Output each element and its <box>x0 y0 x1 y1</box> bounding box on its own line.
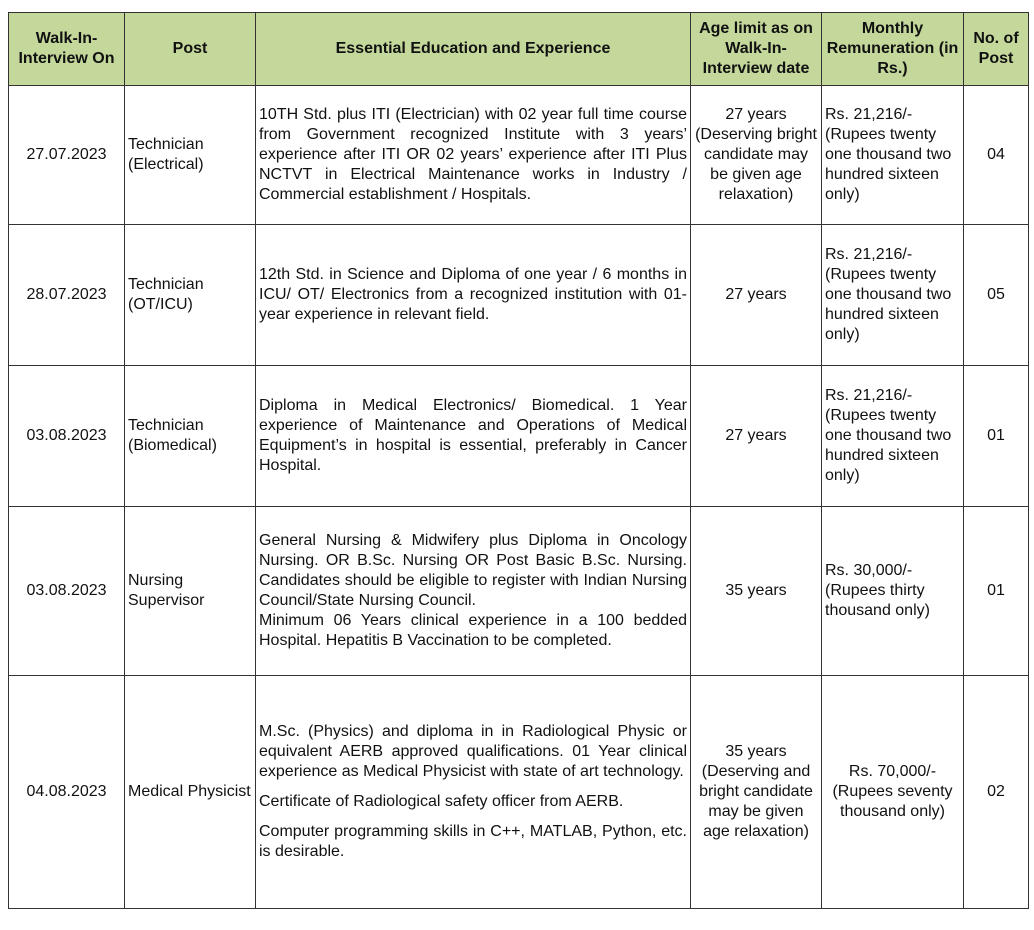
education-text: M.Sc. (Physics) and diploma in in Radiological Physic or equivalent AERB approved qualifications. 01 Year clinical experience as Medical Physicist with state of art technology. <box>259 723 687 780</box>
remuneration: Rs. 21,216/- (Rupees twenty one thousand two hundred sixteen only) <box>822 225 964 366</box>
education-text: Diploma in Medical Electronics/ Biomedical. 1 Year experience of Maintenance and Operations of Medical Equipment’s in hospital is essential, preferably in Cancer Hospital. <box>259 397 687 474</box>
header-age-limit: Age limit as on Walk-In-Interview date <box>691 13 822 86</box>
post-name: Technician (Biomedical) <box>125 366 256 507</box>
post-count: 02 <box>964 676 1029 909</box>
age-limit: 35 years <box>691 507 822 676</box>
remuneration: Rs. 21,216/- (Rupees twenty one thousand two hundred sixteen only) <box>822 86 964 225</box>
interview-date: 04.08.2023 <box>9 676 125 909</box>
age-limit: 35 years (Deserving and bright candidate may be given age relaxation) <box>691 676 822 909</box>
education-text: Computer programming skills in C++, MATLAB, Python, etc. is desirable. <box>259 823 687 860</box>
education-text: Minimum 06 Years clinical experience in a 100 bedded Hospital. Hepatitis B Vaccination to be completed. <box>259 612 687 649</box>
post-count: 01 <box>964 366 1029 507</box>
education-cell <box>256 366 691 507</box>
post-name: Technician (OT/ICU) <box>125 225 256 366</box>
education-cell <box>256 676 691 909</box>
header-row <box>9 13 1029 86</box>
education-text: 10TH Std. plus ITI (Electrician) with 02 year full time course from Government recognized Institute with 3 years’ experience after ITI OR 02 years’ experience after ITI Plus NCTVT in Electrical Maintenance works in Industry / Commercial establishment / Hospitals. <box>259 106 687 203</box>
post-count: 05 <box>964 225 1029 366</box>
education-cell <box>256 225 691 366</box>
post-count: 01 <box>964 507 1029 676</box>
age-limit: 27 years <box>691 366 822 507</box>
remuneration: Rs. 70,000/- (Rupees seventy thousand only) <box>822 676 964 909</box>
education-cell <box>256 86 691 225</box>
post-name: Medical Physicist <box>125 676 256 909</box>
recruitment-table <box>8 12 1029 909</box>
remuneration: Rs. 21,216/- (Rupees twenty one thousand two hundred sixteen only) <box>822 366 964 507</box>
header-education: Essential Education and Experience <box>256 13 691 86</box>
education-text: Certificate of Radiological safety officer from AERB. <box>259 793 624 810</box>
table-row <box>9 676 1029 909</box>
header-interview-date: Walk-In-Interview On <box>9 13 125 86</box>
age-limit: 27 years (Deserving bright candidate may be given age relaxation) <box>691 86 822 225</box>
post-count: 04 <box>964 86 1029 225</box>
interview-date: 28.07.2023 <box>9 225 125 366</box>
education-text: General Nursing & Midwifery plus Diploma in Oncology Nursing. OR B.Sc. Nursing OR Post Basic B.Sc. Nursing. Candidates should be eligible to register with Indian Nursing Council/State Nursing Council. <box>259 532 687 609</box>
header-remuneration: Monthly Remuneration (in Rs.) <box>822 13 964 86</box>
post-name: Nursing Supervisor <box>125 507 256 676</box>
header-post-count: No. of Post <box>964 13 1029 86</box>
table-row <box>9 86 1029 225</box>
education-cell <box>256 507 691 676</box>
education-text: 12th Std. in Science and Diploma of one year / 6 months in ICU/ OT/ Electronics from a recognized institution with 01-year experience in relevant field. <box>259 266 687 323</box>
table-row <box>9 507 1029 676</box>
interview-date: 27.07.2023 <box>9 86 125 225</box>
table-row <box>9 225 1029 366</box>
interview-date: 03.08.2023 <box>9 507 125 676</box>
table-row <box>9 366 1029 507</box>
age-limit: 27 years <box>691 225 822 366</box>
remuneration: Rs. 30,000/- (Rupees thirty thousand only) <box>822 507 964 676</box>
interview-date: 03.08.2023 <box>9 366 125 507</box>
post-name: Technician (Electrical) <box>125 86 256 225</box>
header-post: Post <box>125 13 256 86</box>
